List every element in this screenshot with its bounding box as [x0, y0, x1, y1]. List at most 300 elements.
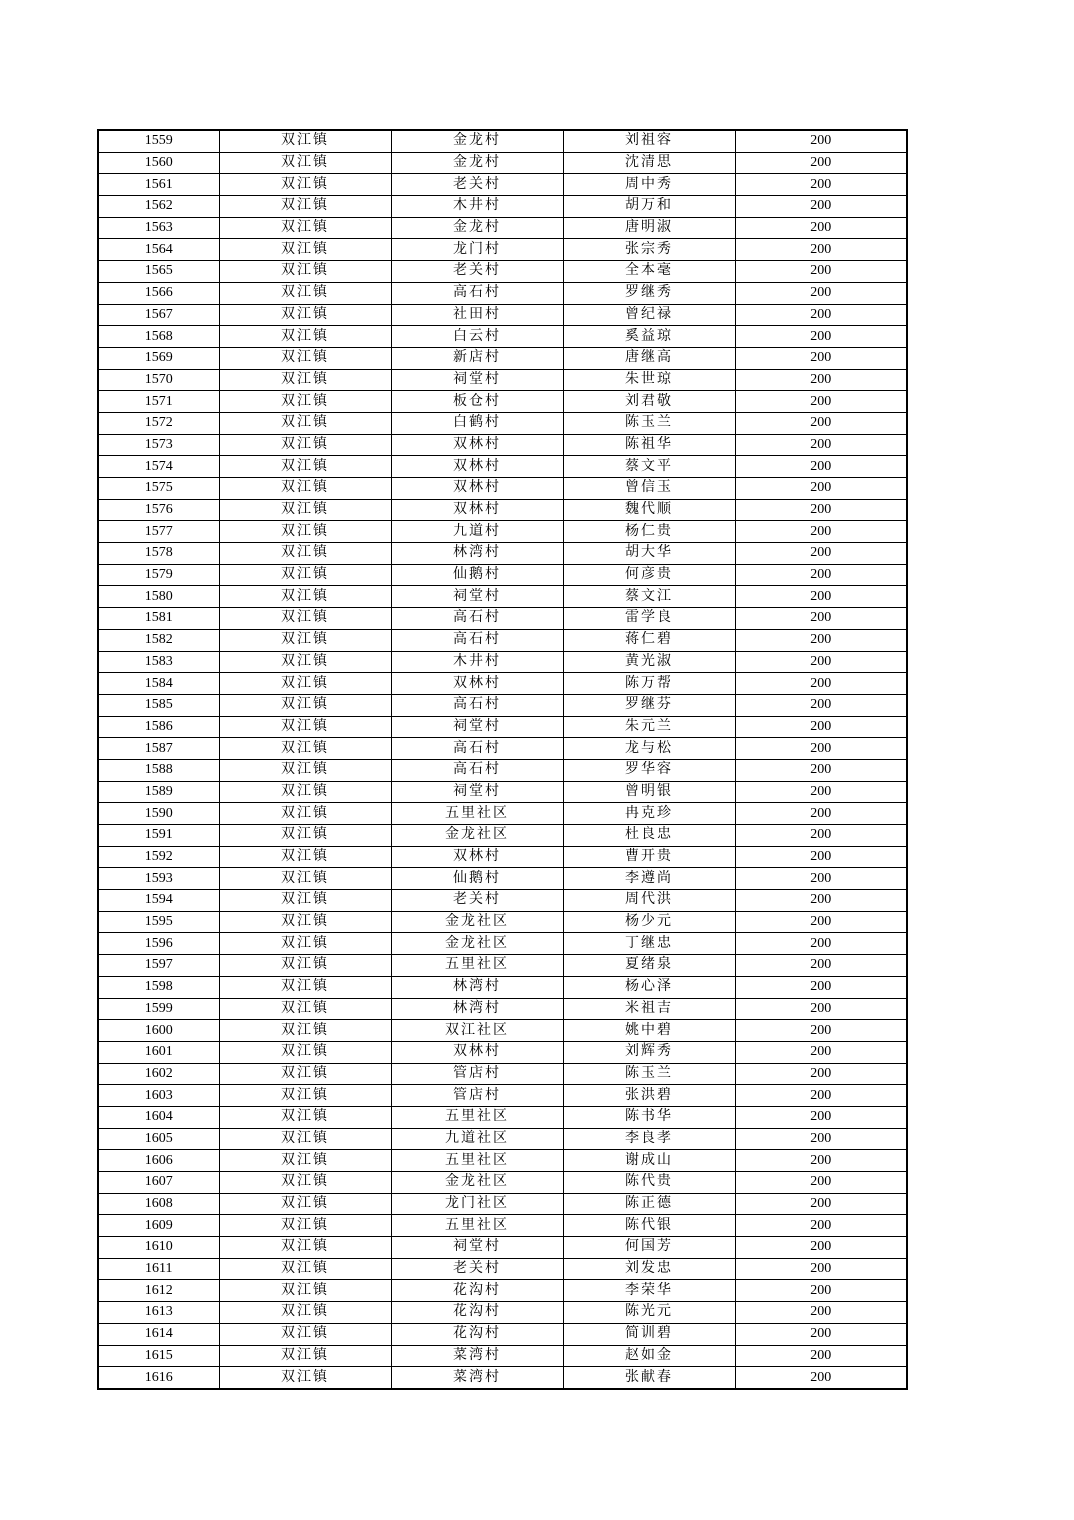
town-cell: 双江镇 [219, 629, 391, 651]
town-cell: 双江镇 [219, 1085, 391, 1107]
town-cell: 双江镇 [219, 499, 391, 521]
village-cell: 双江社区 [391, 1020, 563, 1042]
person-name-cell: 陈万帮 [563, 673, 735, 695]
amount-cell: 200 [735, 694, 907, 716]
table-row [98, 586, 907, 608]
person-name-cell: 沈清思 [563, 152, 735, 174]
person-name-cell: 周中秀 [563, 174, 735, 196]
amount-cell: 200 [735, 1323, 907, 1345]
town-cell: 双江镇 [219, 412, 391, 434]
town-cell: 双江镇 [219, 282, 391, 304]
person-name-cell: 罗华容 [563, 759, 735, 781]
table-row [98, 412, 907, 434]
village-cell: 木井村 [391, 651, 563, 673]
serial-cell: 1563 [98, 217, 219, 239]
person-name-cell: 刘发忠 [563, 1258, 735, 1280]
serial-cell: 1567 [98, 304, 219, 326]
village-cell: 老关村 [391, 890, 563, 912]
serial-cell: 1564 [98, 239, 219, 261]
town-cell: 双江镇 [219, 152, 391, 174]
serial-cell: 1577 [98, 521, 219, 543]
table-row [98, 543, 907, 565]
person-name-cell: 陈书华 [563, 1106, 735, 1128]
amount-cell: 200 [735, 499, 907, 521]
amount-cell: 200 [735, 1172, 907, 1194]
table-row [98, 456, 907, 478]
table-row [98, 868, 907, 890]
amount-cell: 200 [735, 1041, 907, 1063]
town-cell: 双江镇 [219, 304, 391, 326]
amount-cell: 200 [735, 564, 907, 586]
village-cell: 五里社区 [391, 1106, 563, 1128]
serial-cell: 1579 [98, 564, 219, 586]
table-row [98, 825, 907, 847]
village-cell: 金龙社区 [391, 911, 563, 933]
person-name-cell: 龙与松 [563, 738, 735, 760]
person-name-cell: 米祖吉 [563, 998, 735, 1020]
serial-cell: 1586 [98, 716, 219, 738]
town-cell: 双江镇 [219, 781, 391, 803]
town-cell: 双江镇 [219, 456, 391, 478]
village-cell: 九道村 [391, 521, 563, 543]
person-name-cell: 姚中碧 [563, 1020, 735, 1042]
serial-cell: 1615 [98, 1345, 219, 1367]
serial-cell: 1575 [98, 478, 219, 500]
table-row [98, 890, 907, 912]
serial-cell: 1595 [98, 911, 219, 933]
village-cell: 白云村 [391, 326, 563, 348]
amount-cell: 200 [735, 347, 907, 369]
amount-cell: 200 [735, 1367, 907, 1389]
amount-cell: 200 [735, 239, 907, 261]
serial-cell: 1582 [98, 629, 219, 651]
town-cell: 双江镇 [219, 1106, 391, 1128]
person-name-cell: 陈正德 [563, 1193, 735, 1215]
village-cell: 双林村 [391, 846, 563, 868]
table-row [98, 781, 907, 803]
town-cell: 双江镇 [219, 759, 391, 781]
village-cell: 老关村 [391, 261, 563, 283]
person-name-cell: 罗继秀 [563, 282, 735, 304]
amount-cell: 200 [735, 608, 907, 630]
table-row [98, 196, 907, 218]
serial-cell: 1616 [98, 1367, 219, 1389]
table-row [98, 955, 907, 977]
person-name-cell: 张献春 [563, 1367, 735, 1389]
town-cell: 双江镇 [219, 976, 391, 998]
serial-cell: 1588 [98, 759, 219, 781]
village-cell: 林湾村 [391, 543, 563, 565]
town-cell: 双江镇 [219, 846, 391, 868]
table-row [98, 1345, 907, 1367]
town-cell: 双江镇 [219, 890, 391, 912]
person-name-cell: 唐明淑 [563, 217, 735, 239]
table-row [98, 1063, 907, 1085]
person-name-cell: 杨心泽 [563, 976, 735, 998]
village-cell: 木井村 [391, 196, 563, 218]
town-cell: 双江镇 [219, 1063, 391, 1085]
village-cell: 林湾村 [391, 976, 563, 998]
amount-cell: 200 [735, 825, 907, 847]
amount-cell: 200 [735, 781, 907, 803]
person-name-cell: 谢成山 [563, 1150, 735, 1172]
table-row [98, 478, 907, 500]
serial-cell: 1602 [98, 1063, 219, 1085]
amount-cell: 200 [735, 846, 907, 868]
table-row [98, 217, 907, 239]
town-cell: 双江镇 [219, 911, 391, 933]
table-row [98, 846, 907, 868]
table-row [98, 1280, 907, 1302]
serial-cell: 1603 [98, 1085, 219, 1107]
serial-cell: 1573 [98, 434, 219, 456]
amount-cell: 200 [735, 434, 907, 456]
table-row [98, 1020, 907, 1042]
person-name-cell: 雷学良 [563, 608, 735, 630]
amount-cell: 200 [735, 759, 907, 781]
village-cell: 林湾村 [391, 998, 563, 1020]
town-cell: 双江镇 [219, 1345, 391, 1367]
village-cell: 菜湾村 [391, 1367, 563, 1389]
serial-cell: 1611 [98, 1258, 219, 1280]
amount-cell: 200 [735, 391, 907, 413]
person-name-cell: 丁继忠 [563, 933, 735, 955]
person-name-cell: 何国芳 [563, 1237, 735, 1259]
village-cell: 金龙村 [391, 152, 563, 174]
town-cell: 双江镇 [219, 543, 391, 565]
village-cell: 祠堂村 [391, 1237, 563, 1259]
village-cell: 双林村 [391, 478, 563, 500]
table-row [98, 694, 907, 716]
person-name-cell: 陈代贵 [563, 1172, 735, 1194]
amount-cell: 200 [735, 478, 907, 500]
town-cell: 双江镇 [219, 955, 391, 977]
amount-cell: 200 [735, 1020, 907, 1042]
town-cell: 双江镇 [219, 1237, 391, 1259]
person-name-cell: 李荣华 [563, 1280, 735, 1302]
serial-cell: 1599 [98, 998, 219, 1020]
amount-cell: 200 [735, 955, 907, 977]
village-cell: 高石村 [391, 629, 563, 651]
person-name-cell: 杨仁贵 [563, 521, 735, 543]
town-cell: 双江镇 [219, 347, 391, 369]
amount-cell: 200 [735, 911, 907, 933]
town-cell: 双江镇 [219, 1302, 391, 1324]
village-cell: 双林村 [391, 1041, 563, 1063]
serial-cell: 1585 [98, 694, 219, 716]
town-cell: 双江镇 [219, 261, 391, 283]
table-row [98, 326, 907, 348]
person-name-cell: 夏绪泉 [563, 955, 735, 977]
village-cell: 管店村 [391, 1085, 563, 1107]
table-row [98, 261, 907, 283]
village-cell: 新店村 [391, 347, 563, 369]
person-name-cell: 陈光元 [563, 1302, 735, 1324]
town-cell: 双江镇 [219, 217, 391, 239]
amount-cell: 200 [735, 130, 907, 152]
table-row [98, 1106, 907, 1128]
village-cell: 双林村 [391, 673, 563, 695]
table-row [98, 998, 907, 1020]
table-row [98, 1085, 907, 1107]
table-row [98, 759, 907, 781]
serial-cell: 1596 [98, 933, 219, 955]
village-cell: 高石村 [391, 608, 563, 630]
village-cell: 双林村 [391, 434, 563, 456]
amount-cell: 200 [735, 1063, 907, 1085]
amount-cell: 200 [735, 933, 907, 955]
person-name-cell: 曾纪禄 [563, 304, 735, 326]
table-row [98, 911, 907, 933]
person-name-cell: 曹开贵 [563, 846, 735, 868]
village-cell: 仙鹅村 [391, 868, 563, 890]
person-name-cell: 刘君敬 [563, 391, 735, 413]
village-cell: 五里社区 [391, 1150, 563, 1172]
serial-cell: 1610 [98, 1237, 219, 1259]
village-cell: 板仓村 [391, 391, 563, 413]
person-name-cell: 唐继高 [563, 347, 735, 369]
serial-cell: 1568 [98, 326, 219, 348]
table-row [98, 1258, 907, 1280]
person-name-cell: 刘祖容 [563, 130, 735, 152]
amount-cell: 200 [735, 586, 907, 608]
table-row [98, 1215, 907, 1237]
person-name-cell: 杜良忠 [563, 825, 735, 847]
town-cell: 双江镇 [219, 868, 391, 890]
town-cell: 双江镇 [219, 478, 391, 500]
table-row [98, 391, 907, 413]
village-cell: 高石村 [391, 282, 563, 304]
amount-cell: 200 [735, 326, 907, 348]
town-cell: 双江镇 [219, 1128, 391, 1150]
serial-cell: 1601 [98, 1041, 219, 1063]
village-cell: 祠堂村 [391, 781, 563, 803]
amount-cell: 200 [735, 868, 907, 890]
serial-cell: 1580 [98, 586, 219, 608]
town-cell: 双江镇 [219, 1041, 391, 1063]
table-row [98, 1172, 907, 1194]
amount-cell: 200 [735, 1128, 907, 1150]
village-cell: 龙门社区 [391, 1193, 563, 1215]
serial-cell: 1605 [98, 1128, 219, 1150]
serial-cell: 1591 [98, 825, 219, 847]
serial-cell: 1571 [98, 391, 219, 413]
serial-cell: 1572 [98, 412, 219, 434]
village-cell: 高石村 [391, 694, 563, 716]
amount-cell: 200 [735, 651, 907, 673]
table-row [98, 499, 907, 521]
amount-cell: 200 [735, 174, 907, 196]
village-cell: 金龙社区 [391, 825, 563, 847]
serial-cell: 1561 [98, 174, 219, 196]
person-name-cell: 李遵尚 [563, 868, 735, 890]
serial-cell: 1608 [98, 1193, 219, 1215]
table-row [98, 738, 907, 760]
table-row [98, 1193, 907, 1215]
person-name-cell: 曾信玉 [563, 478, 735, 500]
amount-cell: 200 [735, 521, 907, 543]
table-row [98, 673, 907, 695]
amount-cell: 200 [735, 1302, 907, 1324]
serial-cell: 1584 [98, 673, 219, 695]
serial-cell: 1594 [98, 890, 219, 912]
serial-cell: 1600 [98, 1020, 219, 1042]
person-name-cell: 陈祖华 [563, 434, 735, 456]
serial-cell: 1576 [98, 499, 219, 521]
person-name-cell: 奚益琼 [563, 326, 735, 348]
village-cell: 花沟村 [391, 1302, 563, 1324]
town-cell: 双江镇 [219, 716, 391, 738]
serial-cell: 1578 [98, 543, 219, 565]
amount-cell: 200 [735, 1193, 907, 1215]
village-cell: 金龙社区 [391, 933, 563, 955]
person-name-cell: 朱世琼 [563, 369, 735, 391]
table-row [98, 434, 907, 456]
amount-cell: 200 [735, 716, 907, 738]
amount-cell: 200 [735, 1085, 907, 1107]
table-row [98, 933, 907, 955]
village-cell: 龙门村 [391, 239, 563, 261]
serial-cell: 1574 [98, 456, 219, 478]
table-row [98, 347, 907, 369]
village-cell: 祠堂村 [391, 369, 563, 391]
town-cell: 双江镇 [219, 803, 391, 825]
person-name-cell: 蔡文江 [563, 586, 735, 608]
town-cell: 双江镇 [219, 1367, 391, 1389]
person-name-cell: 张宗秀 [563, 239, 735, 261]
town-cell: 双江镇 [219, 1172, 391, 1194]
person-name-cell: 曾明银 [563, 781, 735, 803]
person-name-cell: 陈代银 [563, 1215, 735, 1237]
person-name-cell: 陈玉兰 [563, 412, 735, 434]
village-cell: 五里社区 [391, 803, 563, 825]
amount-cell: 200 [735, 196, 907, 218]
village-cell: 高石村 [391, 738, 563, 760]
table-row [98, 304, 907, 326]
amount-cell: 200 [735, 1237, 907, 1259]
town-cell: 双江镇 [219, 1258, 391, 1280]
village-cell: 高石村 [391, 759, 563, 781]
amount-cell: 200 [735, 890, 907, 912]
town-cell: 双江镇 [219, 1193, 391, 1215]
village-cell: 双林村 [391, 499, 563, 521]
amount-cell: 200 [735, 152, 907, 174]
person-name-cell: 张洪碧 [563, 1085, 735, 1107]
person-name-cell: 刘辉秀 [563, 1041, 735, 1063]
amount-cell: 200 [735, 261, 907, 283]
table-row [98, 1323, 907, 1345]
person-name-cell: 胡大华 [563, 543, 735, 565]
table-row [98, 521, 907, 543]
serial-cell: 1609 [98, 1215, 219, 1237]
town-cell: 双江镇 [219, 673, 391, 695]
serial-cell: 1604 [98, 1106, 219, 1128]
table-row [98, 1237, 907, 1259]
person-name-cell: 陈玉兰 [563, 1063, 735, 1085]
village-cell: 祠堂村 [391, 586, 563, 608]
town-cell: 双江镇 [219, 434, 391, 456]
table-row [98, 1041, 907, 1063]
town-cell: 双江镇 [219, 998, 391, 1020]
serial-cell: 1570 [98, 369, 219, 391]
village-cell: 双林村 [391, 456, 563, 478]
amount-cell: 200 [735, 976, 907, 998]
town-cell: 双江镇 [219, 651, 391, 673]
town-cell: 双江镇 [219, 586, 391, 608]
town-cell: 双江镇 [219, 239, 391, 261]
serial-cell: 1581 [98, 608, 219, 630]
village-cell: 老关村 [391, 174, 563, 196]
serial-cell: 1614 [98, 1323, 219, 1345]
table-row [98, 152, 907, 174]
serial-cell: 1565 [98, 261, 219, 283]
village-cell: 社田村 [391, 304, 563, 326]
amount-cell: 200 [735, 1215, 907, 1237]
town-cell: 双江镇 [219, 326, 391, 348]
person-name-cell: 蒋仁碧 [563, 629, 735, 651]
person-name-cell: 魏代顺 [563, 499, 735, 521]
town-cell: 双江镇 [219, 1323, 391, 1345]
table-row [98, 174, 907, 196]
serial-cell: 1592 [98, 846, 219, 868]
serial-cell: 1607 [98, 1172, 219, 1194]
village-cell: 五里社区 [391, 955, 563, 977]
table-row [98, 608, 907, 630]
person-name-cell: 蔡文平 [563, 456, 735, 478]
amount-cell: 200 [735, 673, 907, 695]
town-cell: 双江镇 [219, 694, 391, 716]
town-cell: 双江镇 [219, 521, 391, 543]
amount-cell: 200 [735, 543, 907, 565]
table-body [98, 130, 907, 1389]
amount-cell: 200 [735, 1150, 907, 1172]
amount-cell: 200 [735, 304, 907, 326]
serial-cell: 1587 [98, 738, 219, 760]
serial-cell: 1598 [98, 976, 219, 998]
amount-cell: 200 [735, 282, 907, 304]
table-row [98, 130, 907, 152]
serial-cell: 1597 [98, 955, 219, 977]
amount-cell: 200 [735, 1106, 907, 1128]
village-cell: 仙鹅村 [391, 564, 563, 586]
amount-cell: 200 [735, 1345, 907, 1367]
person-name-cell: 黄光淑 [563, 651, 735, 673]
amount-cell: 200 [735, 738, 907, 760]
town-cell: 双江镇 [219, 608, 391, 630]
serial-cell: 1606 [98, 1150, 219, 1172]
amount-cell: 200 [735, 998, 907, 1020]
town-cell: 双江镇 [219, 564, 391, 586]
person-name-cell: 朱元兰 [563, 716, 735, 738]
serial-cell: 1590 [98, 803, 219, 825]
town-cell: 双江镇 [219, 933, 391, 955]
town-cell: 双江镇 [219, 1020, 391, 1042]
village-cell: 花沟村 [391, 1323, 563, 1345]
serial-cell: 1569 [98, 347, 219, 369]
town-cell: 双江镇 [219, 1150, 391, 1172]
table-row [98, 282, 907, 304]
person-name-cell: 罗继芬 [563, 694, 735, 716]
village-cell: 金龙社区 [391, 1172, 563, 1194]
village-cell: 白鹤村 [391, 412, 563, 434]
village-cell: 九道社区 [391, 1128, 563, 1150]
town-cell: 双江镇 [219, 196, 391, 218]
table-row [98, 651, 907, 673]
town-cell: 双江镇 [219, 130, 391, 152]
village-cell: 老关村 [391, 1258, 563, 1280]
serial-cell: 1562 [98, 196, 219, 218]
person-name-cell: 全本毫 [563, 261, 735, 283]
